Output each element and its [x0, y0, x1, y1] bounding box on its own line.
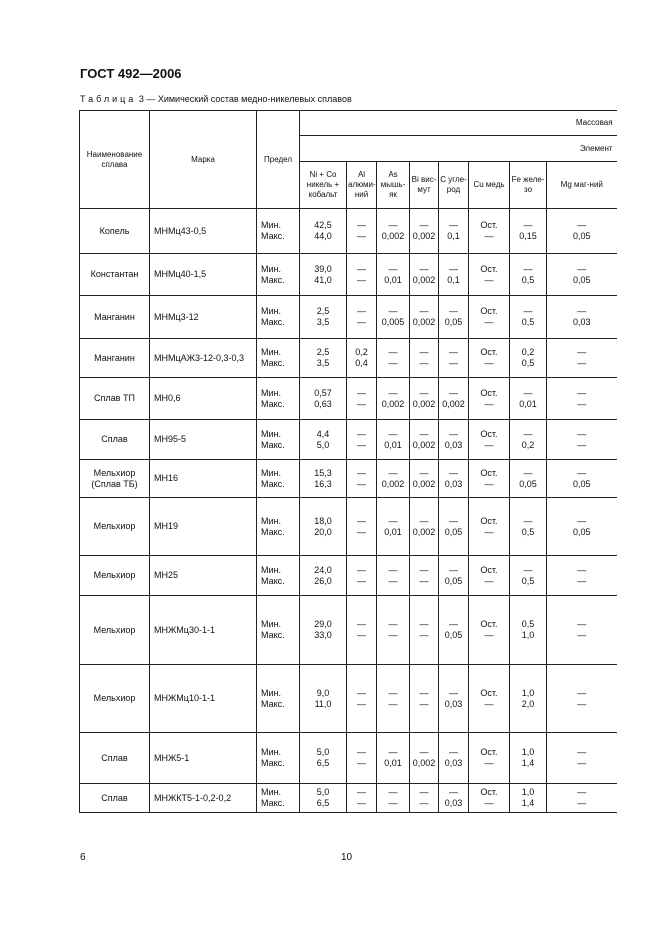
element-value: — 0,03: [439, 784, 469, 813]
element-value: 24,0 26,0: [300, 556, 347, 596]
element-value: — 0,05: [510, 460, 547, 498]
element-value: 39,0 41,0: [300, 254, 347, 296]
element-value: 1,0 1,4: [510, 733, 547, 784]
element-value: — 0,002: [377, 460, 410, 498]
element-value: Ост. —: [469, 378, 510, 420]
element-value: — —: [347, 665, 377, 733]
limit-labels: Мин. Макс.: [257, 378, 300, 420]
alloy-grade: МНЖМц10-1-1: [150, 665, 257, 733]
element-value: — 0,5: [510, 556, 547, 596]
element-value: — —: [347, 209, 377, 254]
element-value: — 0,5: [510, 498, 547, 556]
element-value: 29,0 33,0: [300, 596, 347, 665]
element-value: 0,2 0,5: [510, 339, 547, 378]
element-value: — —: [547, 420, 617, 460]
limit-labels: Мин. Макс.: [257, 665, 300, 733]
document-title: ГОСТ 492—2006: [80, 66, 182, 81]
element-value: — 0,03: [439, 733, 469, 784]
header-mass-fraction: Массовая: [300, 111, 617, 136]
element-value: — 0,002: [439, 378, 469, 420]
element-value: — 0,002: [410, 733, 439, 784]
table-row: [80, 498, 617, 556]
limit-labels: Мин. Макс.: [257, 498, 300, 556]
element-value: — —: [347, 296, 377, 339]
element-value: — 0,05: [439, 556, 469, 596]
element-value: — 0,002: [410, 378, 439, 420]
element-value: 18,0 20,0: [300, 498, 347, 556]
element-value: — —: [347, 460, 377, 498]
limit-labels: Мин. Макс.: [257, 733, 300, 784]
alloy-name: Сплав: [80, 420, 150, 460]
header-limit: Предел: [257, 111, 300, 209]
composition-table: [79, 110, 617, 813]
alloy-grade: МН19: [150, 498, 257, 556]
element-value: — —: [410, 665, 439, 733]
limit-labels: Мин. Макс.: [257, 784, 300, 813]
element-value: — 0,005: [377, 296, 410, 339]
alloy-grade: МН95-5: [150, 420, 257, 460]
element-value: — 0,05: [439, 498, 469, 556]
limit-labels: Мин. Макс.: [257, 209, 300, 254]
element-value: 0,5 1,0: [510, 596, 547, 665]
element-value: 5,0 6,5: [300, 733, 347, 784]
element-value: Ост. —: [469, 460, 510, 498]
table-row: [80, 596, 617, 665]
alloy-name: Мельхиор (Сплав ТБ): [80, 460, 150, 498]
element-value: — —: [547, 733, 617, 784]
alloy-grade: МН0,6: [150, 378, 257, 420]
element-value: — 0,05: [547, 498, 617, 556]
header-element-bi: Bi вис-мут: [410, 162, 439, 209]
element-value: — 0,002: [410, 498, 439, 556]
alloy-name: Манганин: [80, 339, 150, 378]
element-value: — 0,002: [410, 296, 439, 339]
header-element-al: Al алюми-ний: [347, 162, 377, 209]
element-value: Ост. —: [469, 420, 510, 460]
element-value: — —: [347, 498, 377, 556]
element-value: — 0,5: [510, 296, 547, 339]
table-row: [80, 378, 617, 420]
header-element-mg: Mg маг-ний: [547, 162, 617, 209]
alloy-grade: МНМц40-1,5: [150, 254, 257, 296]
element-value: — 0,01: [377, 254, 410, 296]
element-value: — —: [547, 378, 617, 420]
element-value: — —: [377, 665, 410, 733]
element-value: 9,0 11,0: [300, 665, 347, 733]
element-value: — 0,03: [439, 420, 469, 460]
alloy-name: Сплав ТП: [80, 378, 150, 420]
element-value: Ост. —: [469, 784, 510, 813]
element-value: — —: [377, 556, 410, 596]
header-element-c: C угле-род: [439, 162, 469, 209]
element-value: Ост. —: [469, 254, 510, 296]
element-value: — 0,002: [410, 420, 439, 460]
alloy-name: Мельхиор: [80, 665, 150, 733]
element-value: 0,2 0,4: [347, 339, 377, 378]
table-row: [80, 339, 617, 378]
element-value: Ост. —: [469, 556, 510, 596]
element-value: — 0,05: [439, 296, 469, 339]
caption-prefix: Таблица: [80, 94, 137, 104]
element-value: — —: [547, 665, 617, 733]
element-value: — 0,15: [510, 209, 547, 254]
element-value: — —: [347, 254, 377, 296]
table-row: [80, 296, 617, 339]
element-value: — 0,05: [439, 596, 469, 665]
element-value: — 0,01: [377, 733, 410, 784]
element-value: — 0,5: [510, 254, 547, 296]
element-value: — —: [377, 784, 410, 813]
element-value: 42,5 44,0: [300, 209, 347, 254]
alloy-grade: МНМц3-12: [150, 296, 257, 339]
element-value: — —: [347, 596, 377, 665]
alloy-grade: МН16: [150, 460, 257, 498]
element-value: — 0,002: [377, 378, 410, 420]
table-row: [80, 209, 617, 254]
alloy-name: Копель: [80, 209, 150, 254]
alloy-grade: МНЖКТ5-1-0,2-0,2: [150, 784, 257, 813]
element-value: 2,5 3,5: [300, 339, 347, 378]
element-value: — —: [410, 596, 439, 665]
table-row: [80, 733, 617, 784]
alloy-grade: МНМц43-0,5: [150, 209, 257, 254]
limit-labels: Мин. Макс.: [257, 420, 300, 460]
element-value: — 0,03: [439, 665, 469, 733]
element-value: Ост. —: [469, 596, 510, 665]
alloy-name: Мельхиор: [80, 596, 150, 665]
header-grade: Марка: [150, 111, 257, 209]
alloy-name: Сплав: [80, 733, 150, 784]
header-element-as: As мышь-як: [377, 162, 410, 209]
limit-labels: Мин. Макс.: [257, 556, 300, 596]
element-value: 1,0 1,4: [510, 784, 547, 813]
element-value: — —: [347, 420, 377, 460]
alloy-grade: МНЖ5-1: [150, 733, 257, 784]
element-value: 2,5 3,5: [300, 296, 347, 339]
table-caption: [80, 94, 352, 104]
alloy-name: Сплав: [80, 784, 150, 813]
page-number-center: 10: [341, 852, 353, 863]
element-value: — —: [410, 556, 439, 596]
element-value: — —: [347, 784, 377, 813]
element-value: Ост. —: [469, 296, 510, 339]
element-value: — —: [547, 556, 617, 596]
limit-labels: Мин. Макс.: [257, 339, 300, 378]
element-value: Ост. —: [469, 733, 510, 784]
element-value: Ост. —: [469, 339, 510, 378]
element-value: — 0,002: [377, 209, 410, 254]
element-value: — —: [347, 378, 377, 420]
header-element-cu: Cu медь: [469, 162, 510, 209]
element-value: Ост. —: [469, 209, 510, 254]
table-row: [80, 460, 617, 498]
alloy-name: Константан: [80, 254, 150, 296]
page-number-left: 6: [80, 852, 86, 863]
element-value: — 0,03: [439, 460, 469, 498]
element-value: — —: [347, 556, 377, 596]
table-row: [80, 556, 617, 596]
element-value: — 0,01: [377, 420, 410, 460]
alloy-name: Мельхиор: [80, 498, 150, 556]
element-value: — 0,1: [439, 209, 469, 254]
limit-labels: Мин. Макс.: [257, 254, 300, 296]
element-value: — 0,03: [547, 296, 617, 339]
element-value: — 0,05: [547, 460, 617, 498]
element-value: — 0,01: [377, 498, 410, 556]
element-value: 1,0 2,0: [510, 665, 547, 733]
element-value: — 0,1: [439, 254, 469, 296]
alloy-grade: МНЖМц30-1-1: [150, 596, 257, 665]
alloy-grade: МНМцАЖ3-12-0,3-0,3: [150, 339, 257, 378]
element-value: — 0,2: [510, 420, 547, 460]
element-value: — —: [547, 596, 617, 665]
element-value: — —: [377, 339, 410, 378]
element-value: — 0,002: [410, 460, 439, 498]
element-value: 5,0 6,5: [300, 784, 347, 813]
table-row: [80, 254, 617, 296]
element-value: — 0,002: [410, 209, 439, 254]
element-value: — —: [347, 733, 377, 784]
table-row: [80, 665, 617, 733]
alloy-name: Мельхиор: [80, 556, 150, 596]
element-value: — 0,01: [510, 378, 547, 420]
caption-text: 3 — Химический состав медно-никелевых сплавов: [138, 94, 352, 104]
element-value: 4,4 5,0: [300, 420, 347, 460]
element-value: — —: [377, 596, 410, 665]
element-value: — —: [410, 784, 439, 813]
element-value: — —: [547, 339, 617, 378]
element-value: — —: [439, 339, 469, 378]
alloy-grade: МН25: [150, 556, 257, 596]
element-value: — —: [410, 339, 439, 378]
header-element-ni-co: Ni + Co никель + кобальт: [300, 162, 347, 209]
limit-labels: Мин. Макс.: [257, 596, 300, 665]
element-value: — —: [547, 784, 617, 813]
header-element-fe: Fe желе-зо: [510, 162, 547, 209]
table-row: [80, 784, 617, 813]
table-row: [80, 420, 617, 460]
element-value: — 0,05: [547, 254, 617, 296]
element-value: — 0,05: [547, 209, 617, 254]
element-value: Ост. —: [469, 498, 510, 556]
element-value: Ост. —: [469, 665, 510, 733]
element-value: — 0,002: [410, 254, 439, 296]
element-value: 15,3 16,3: [300, 460, 347, 498]
limit-labels: Мин. Макс.: [257, 460, 300, 498]
header-element: Элемент: [300, 136, 617, 162]
header-name: Наименование сплава: [80, 111, 150, 209]
element-value: 0,57 0,63: [300, 378, 347, 420]
alloy-name: Манганин: [80, 296, 150, 339]
limit-labels: Мин. Макс.: [257, 296, 300, 339]
